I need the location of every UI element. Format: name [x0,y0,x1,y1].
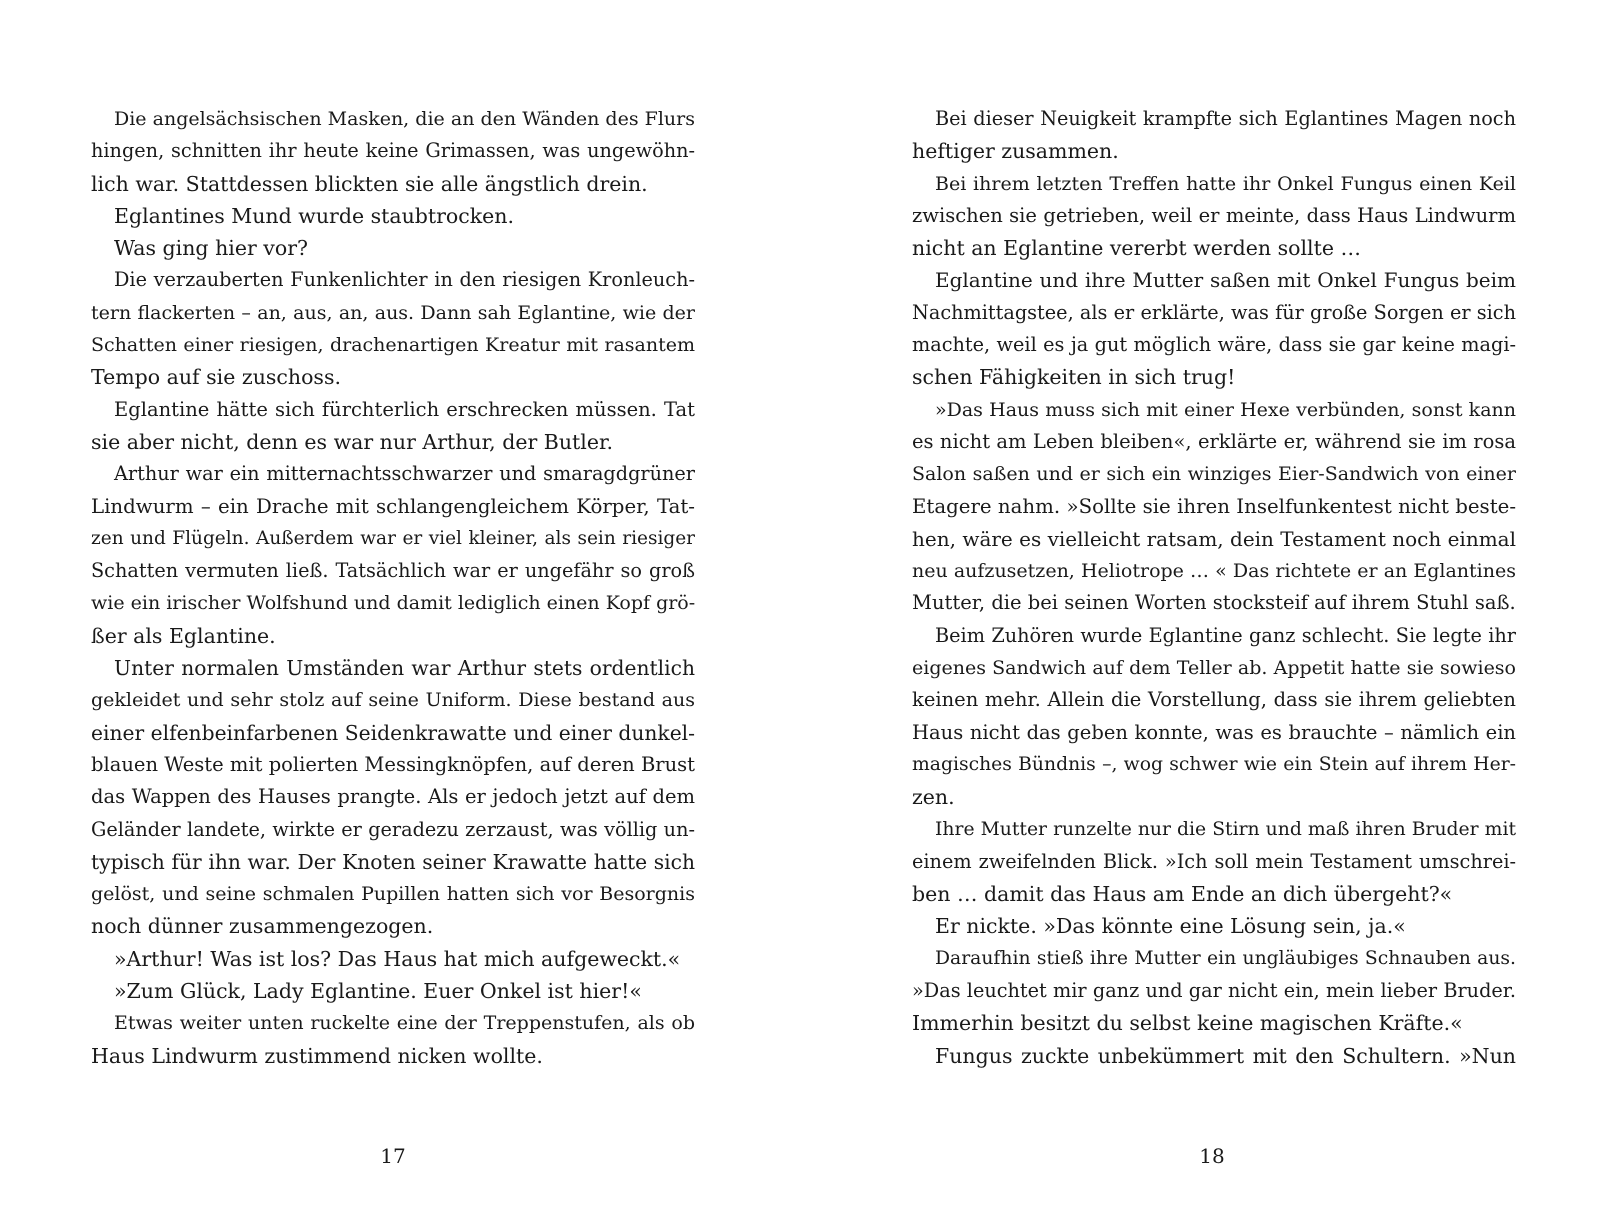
text-line: Was ging hier vor? [114,236,308,261]
left-page [91,103,695,1072]
text-line: zen. [912,785,955,810]
text-line: Ihre Mutter runzelte nur die Stirn und maß ihren Bruder mit [935,818,1516,840]
text-line: einer elfenbeinfarbenen Seidenkrawatte und einer dunkel- [91,720,695,745]
text-line: ßer als Eglantine. [91,623,276,648]
text-line: zwischen sie getrieben, weil er meinte, dass Haus Lindwurm [912,203,1516,227]
text-line: noch dünner zusammengezogen. [91,914,434,939]
page-number-right: 18 [1199,1144,1225,1168]
text-line: Immerhin besitzt du selbst keine magischen Kräfte.« [912,1011,1463,1036]
text-line: »Das leuchtet mir ganz und gar nicht ein, mein lieber Bruder. [912,979,1516,1003]
text-line: nicht an Eglantine vererbt werden sollte … [912,236,1361,261]
text-line: Beim Zuhören wurde Eglantine ganz schlecht. Sie legte ihr [935,623,1516,647]
text-line: Bei ihrem letzten Treffen hatte ihr Onkel Fungus einen Keil [935,172,1516,195]
text-line: einem zweifelnden Blick. »Ich soll mein Testament umschrei- [912,849,1516,873]
text-line: sie aber nicht, denn es war nur Arthur, der Butler. [91,429,614,454]
text-line: gelöst, und seine schmalen Pupillen hatten sich vor Besorgnis [91,883,695,906]
text-line: schen Fähigkeiten in sich trug! [912,365,1236,390]
text-line: keinen mehr. Allein die Vorstellung, dass sie ihrem geliebten [912,688,1516,712]
text-line: Schatten vermuten ließ. Tatsächlich war er ungefähr so groß [91,559,695,583]
text-line: Schatten einer riesigen, drachenartigen Kreatur mit rasantem [91,334,695,357]
text-line: magisches Bündnis –, wog schwer wie ein Stein auf ihrem Her- [912,753,1516,775]
text-line: Die verzauberten Funkenlichter in den riesigen Kronleuch- [114,268,695,292]
text-line: Er nickte. »Das könnte eine Lösung sein, ja.« [935,914,1406,939]
text-line: Etagere nahm. »Sollte sie ihren Inselfunkentest nicht beste- [912,494,1516,518]
text-line: tern flackerten – an, aus, an, aus. Dann sah Eglantine, wie der [91,301,695,324]
text-line: Tempo auf sie zuschoss. [91,365,341,390]
text-line: blauen Weste mit polierten Messingknöpfen, auf deren Brust [91,752,695,776]
text-line: eigenes Sandwich auf dem Teller ab. Appetit hatte sie sowieso [912,657,1516,680]
text-line: Etwas weiter unten ruckelte eine der Treppenstufen, als ob [114,1012,695,1035]
text-line: »Zum Glück, Lady Eglantine. Euer Onkel ist hier!« [114,979,642,1004]
text-line: Fungus zuckte unbekümmert mit den Schultern. »Nun [935,1043,1516,1068]
text-line: »Das Haus muss sich mit einer Hexe verbünden, sonst kann [935,398,1516,421]
text-line: Haus nicht das geben konnte, was es brauchte – nämlich ein [912,720,1516,744]
text-line: ben … damit das Haus am Ende an dich übergeht?« [912,882,1453,907]
right-page [912,103,1516,1072]
text-line: zen und Flügeln. Außerdem war er viel kleiner, als sein riesiger [91,527,695,549]
text-line: Salon saßen und er sich ein winziges Eier-Sandwich von einer [912,463,1516,486]
text-line: Unter normalen Umständen war Arthur stets ordentlich [114,656,695,681]
text-line: typisch für ihn war. Der Knoten seiner Krawatte hatte sich [91,849,695,874]
text-line: heftiger zusammen. [912,139,1119,164]
text-line: Haus Lindwurm zustimmend nicken wollte. [91,1043,543,1068]
text-line: Geländer landete, wirkte er geradezu zerzaust, was völlig un- [91,817,695,841]
text-line: das Wappen des Hauses prangte. Als er jedoch jetzt auf dem [91,785,695,809]
text-line: hen, wäre es vielleicht ratsam, dein Testament noch einmal [912,526,1516,551]
text-line: Mutter, die bei seinen Worten stocksteif auf ihrem Stuhl saß. [912,591,1516,615]
text-line: Eglantine und ihre Mutter saßen mit Onkel Fungus beim [935,268,1516,293]
text-line: »Arthur! Was ist los? Das Haus hat mich aufgeweckt.« [114,946,681,971]
text-line: machte, weil es ja gut möglich wäre, dass sie gar keine magi- [912,333,1516,357]
text-line: Arthur war ein mitternachtsschwarzer und smaragdgrüner [114,462,695,486]
text-line: Nachmittagstee, als er erklärte, was für große Sorgen er sich [912,300,1516,324]
text-line: Die angelsächsischen Masken, die an den Wänden des Flurs [114,108,695,130]
text-line: hingen, schnitten ihr heute keine Grimassen, was ungewöhn- [91,139,695,163]
text-line: Bei dieser Neuigkeit krampfte sich Eglantines Magen noch [935,107,1516,130]
text-line: neu aufzusetzen, Heliotrope … « Das richtete er an Eglantines [912,560,1516,583]
text-line: gekleidet und sehr stolz auf seine Uniform. Diese bestand aus [91,689,695,712]
page-number-left: 17 [380,1144,406,1168]
text-line: Daraufhin stieß ihre Mutter ein ungläubiges Schnauben aus. [935,947,1516,969]
text-line: es nicht am Leben bleiben«, erklärte er, während sie im rosa [912,429,1516,453]
text-line: wie ein irischer Wolfshund und damit lediglich einen Kopf grö- [91,592,696,615]
text-line: Lindwurm – ein Drache mit schlangengleichem Körper, Tat- [91,494,695,518]
text-line: lich war. Stattdessen blickten sie alle ängstlich drein. [91,171,648,196]
text-line: Eglantine hätte sich fürchterlich erschrecken müssen. Tat [114,397,695,421]
text-line: Eglantines Mund wurde staubtrocken. [114,203,515,228]
